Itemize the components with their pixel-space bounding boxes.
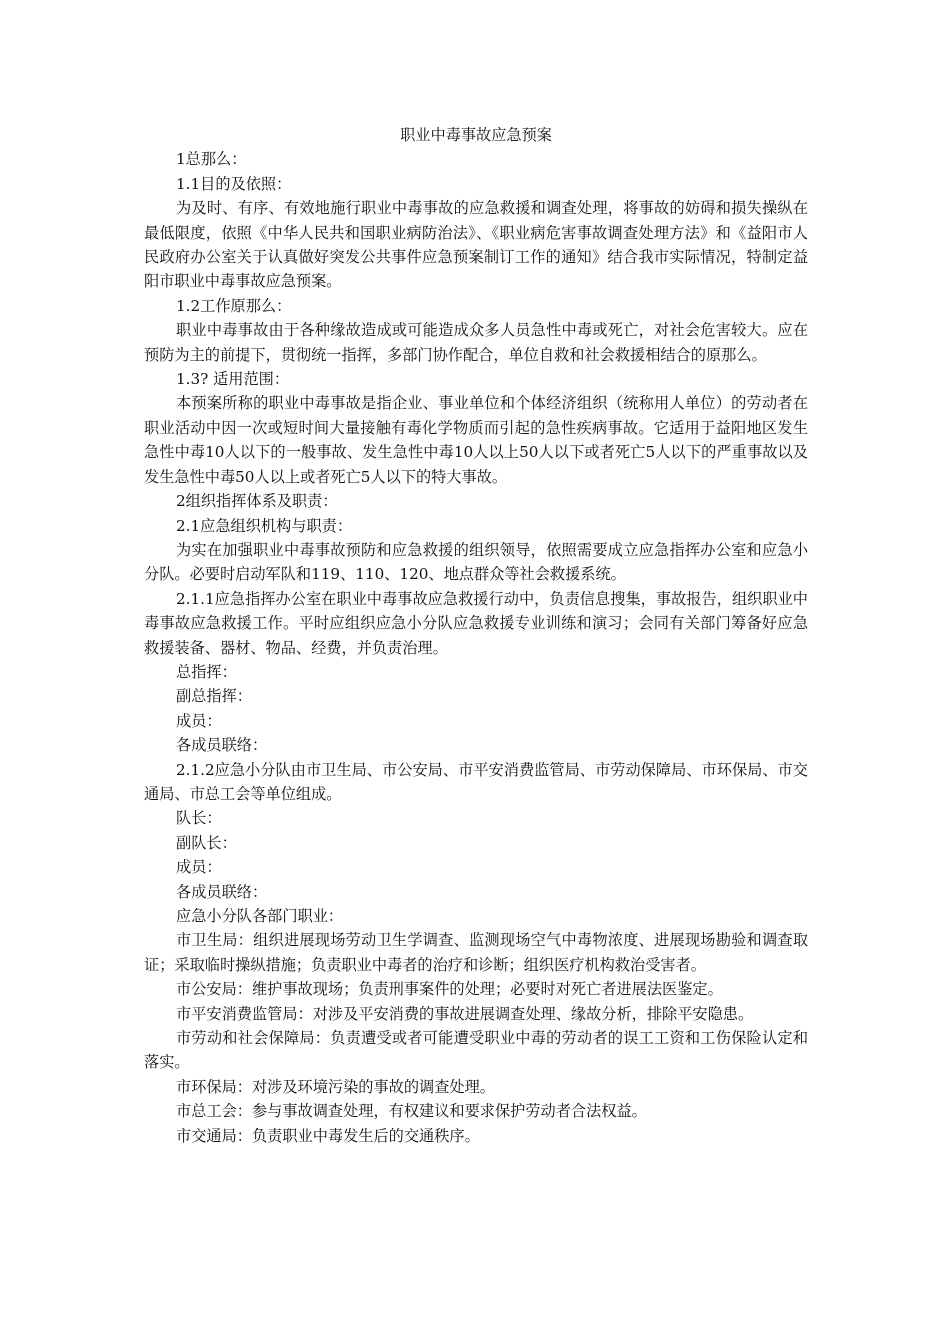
paragraph-safety-supervision-bureau: 市平安消费监管局：对涉及平安消费的事故进展调查处理、缘故分析，排除平安隐患。 <box>176 1004 754 1023</box>
list-item-team-member-contacts: 各成员联络： <box>176 882 268 901</box>
document-page <box>144 123 808 1148</box>
list-item-team-members: 成员： <box>176 858 222 877</box>
list-item-members: 成员： <box>176 711 222 730</box>
list-item-team-leader: 队长： <box>176 809 222 828</box>
list-item-member-contacts: 各成员联络： <box>176 736 268 755</box>
list-item-deputy-commander: 副总指挥： <box>176 687 252 706</box>
document-title: 职业中毒事故应急预案 <box>400 126 552 144</box>
paragraph-organization: 为实在加强职业中毒事故预防和应急救援的组织领导，依照需要成立应急指挥办公室和应急小分队。必要时启动军队和119、110、120、地点群众等社会救援系统。 <box>144 540 808 584</box>
paragraph-principles: 职业中毒事故由于各种缘故造成或可能造成众多人员急性中毒或死亡，对社会危害较大。应在预防为主的前提下，贯彻统一指挥，多部门协作配合，单位自救和社会救援相结合的原那么。 <box>144 321 808 364</box>
paragraph-scope: 本预案所称的职业中毒事故是指企业、事业单位和个体经济组织（统称用人单位）的劳动者在职业活动中因一次或短时间大量接触有毒化学物质而引起的急性疾病事故。它适用于益阳地区发生急性中毒10人以下的一般事故、发生急性中毒10人以上50人以下或者死亡5人以下的严重事故以及发生急性中毒50人以上或者死亡5人以下的特大事故。 <box>144 394 808 486</box>
section-heading-1: 1总那么： <box>176 150 247 169</box>
paragraph-public-security-bureau: 市公安局：维护事故现场；负责刑事案件的处理；必要时对死亡者进展法医鉴定。 <box>176 980 723 999</box>
section-heading-1-1: 1.1目的及依照： <box>176 174 292 193</box>
section-heading-2-1: 2.1应急组织机构与职责： <box>176 516 353 535</box>
paragraph-transport-bureau: 市交通局：负责职业中毒发生后的交通秩序。 <box>176 1126 480 1145</box>
list-item-deputy-team-leader: 副队长： <box>176 833 237 852</box>
section-heading-1-3: 1.3? 适用范围： <box>176 370 290 389</box>
paragraph-labor-bureau: 市劳动和社会保障局：负责遭受或者可能遭受职业中毒的劳动者的误工工资和工伤保险认定和落实。 <box>144 1029 808 1072</box>
section-heading-2: 2组织指挥体系及职责： <box>176 492 338 511</box>
paragraph-2-1-2: 2.1.2应急小分队由市卫生局、市公安局、市平安消费监管局、市劳动保障局、市环保局、市交通局、市总工会等单位组成。 <box>144 760 808 803</box>
paragraph-environment-bureau: 市环保局：对涉及环境污染的事故的调查处理。 <box>176 1077 495 1096</box>
paragraph-health-bureau: 市卫生局：组织进展现场劳动卫生学调查、监测现场空气中毒物浓度、进展现场勘验和调查取证；采取临时操纵措施；负责职业中毒者的治疗和诊断；组织医疗机构救治受害者。 <box>144 931 808 974</box>
paragraph-trade-union: 市总工会：参与事故调查处理，有权建议和要求保护劳动者合法权益。 <box>176 1102 647 1121</box>
list-item-commander: 总指挥： <box>176 662 237 681</box>
paragraph-department-duties: 应急小分队各部门职业： <box>176 907 344 925</box>
section-heading-1-2: 1.2工作原那么： <box>176 296 292 315</box>
paragraph-2-1-1: 2.1.1应急指挥办公室在职业中毒事故应急救援行动中，负责信息搜集，事故报告，组织职业中毒事故应急救援工作。平时应组织应急小分队应急救援专业训练和演习；会同有关部门筹备好应急救援装备、器材、物品、经费，并负责治理。 <box>144 589 808 657</box>
paragraph-purpose: 为及时、有序、有效地施行职业中毒事故的应急救援和调查处理，将事故的妨碍和损失操纵在最低限度，依照《中华人民共和国职业病防治法》、《职业病危害事故调查处理方法》和《益阳市人民政府办公室关于认真做好突发公共事件应急预案制订工作的通知》结合我市实际情况，特制定益阳市职业中毒事故应急预案。 <box>144 199 808 291</box>
